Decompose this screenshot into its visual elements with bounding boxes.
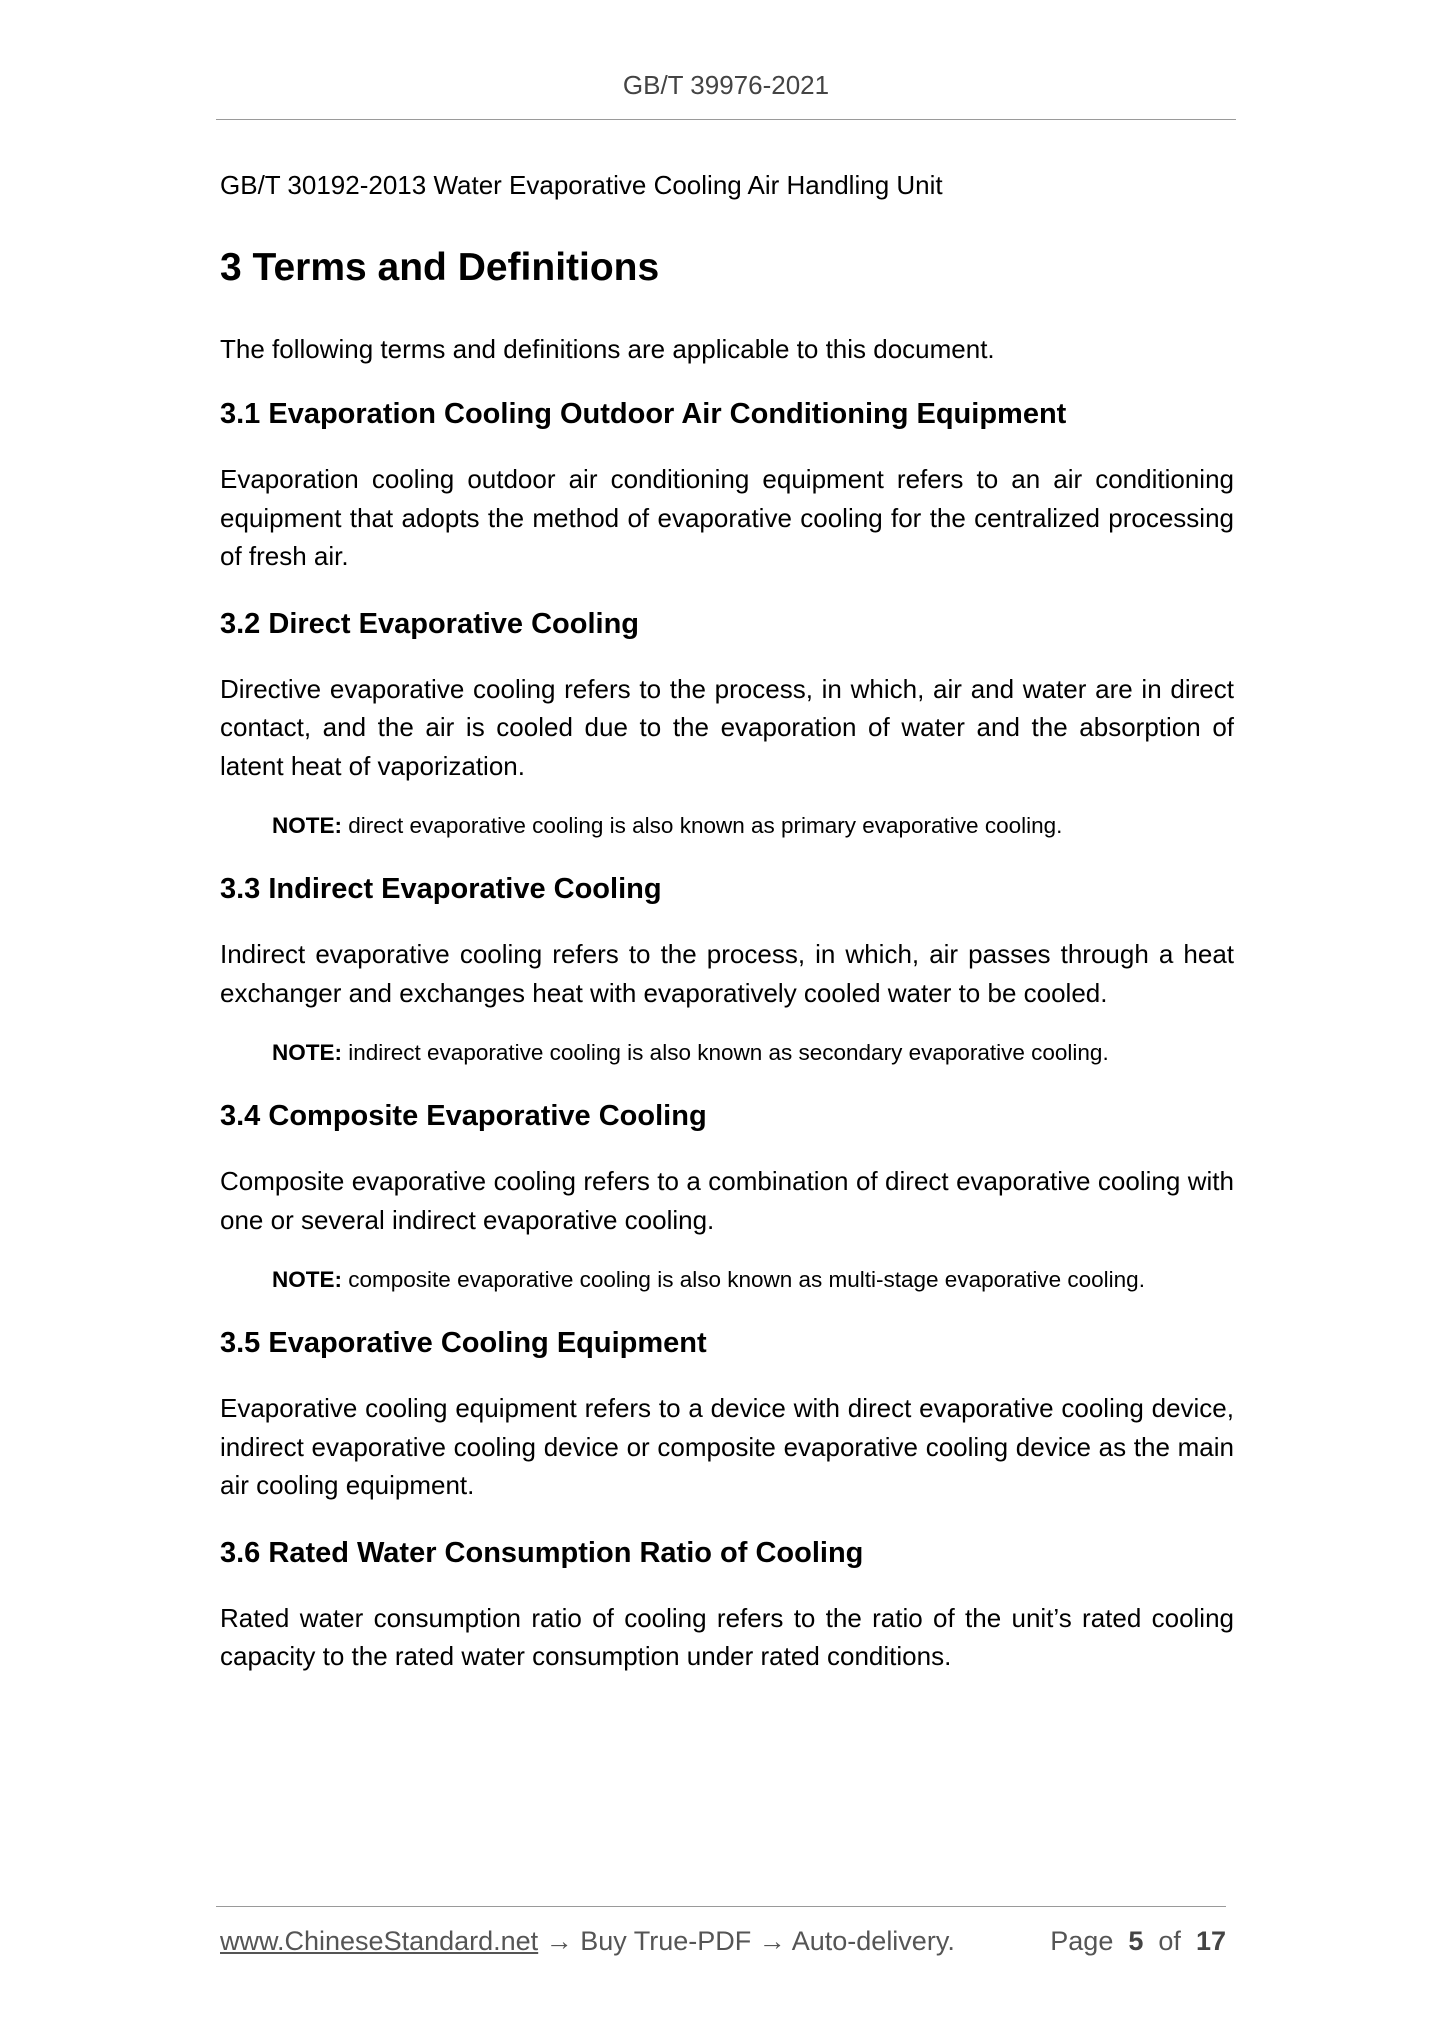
page-total: 17	[1195, 1926, 1226, 1956]
page-current: 5	[1128, 1926, 1144, 1956]
note-text: direct evaporative cooling is also known as primary evaporative cooling.	[348, 813, 1063, 838]
term-definition-3-5: Evaporative cooling equipment refers to a device with direct evaporative cooling device, indirect evaporative cooling device or composite evaporative cooling device as the main air cooling equipment.	[220, 1393, 1234, 1500]
page-label: Page	[1050, 1926, 1114, 1956]
website-link[interactable]: www.ChineseStandard.net	[220, 1926, 539, 1956]
reference-standard-line: GB/T 30192-2013 Water Evaporative Cooling Air Handling Unit	[220, 170, 943, 200]
page-content	[220, 168, 1234, 1676]
term-title-3-5: 3.5 Evaporative Cooling Equipment	[220, 1327, 707, 1359]
footer-promo	[220, 1926, 955, 1957]
term-title-3-4: 3.4 Composite Evaporative Cooling	[220, 1100, 707, 1132]
term-title-3-6: 3.6 Rated Water Consumption Ratio of Cooling	[220, 1536, 864, 1569]
term-definition-3-4: Composite evaporative cooling refers to a combination of direct evaporative cooling with one or several indirect evaporative cooling.	[220, 1166, 1234, 1235]
note-text: indirect evaporative cooling is also known as secondary evaporative cooling.	[348, 1040, 1109, 1065]
term-note-3-3	[272, 1038, 1234, 1068]
running-header: GB/T 39976-2021	[622, 70, 830, 100]
page-number	[1050, 1926, 1226, 1957]
term-note-3-4	[272, 1265, 1234, 1295]
term-definition-3-6: Rated water consumption ratio of cooling refers to the ratio of the unit’s rated cooling capacity to the rated water consumption under rated conditions.	[220, 1602, 1234, 1671]
term-title-3-2: 3.2 Direct Evaporative Cooling	[220, 607, 640, 640]
note-label: NOTE:	[272, 1267, 342, 1292]
term-definition-3-2: Directive evaporative cooling refers to the process, in which, air and water are in direct contact, and the air is cooled due to the evaporation of water and the absorption of latent heat of vaporization.	[220, 673, 1234, 781]
section-title: 3 Terms and Definitions	[220, 246, 660, 289]
footer-divider	[216, 1906, 1226, 1907]
footer-promo-text: → Buy True-PDF → Auto-delivery.	[538, 1926, 955, 1956]
note-text: composite evaporative cooling is also known as multi-stage evaporative cooling.	[348, 1267, 1145, 1292]
term-definition-3-1: Evaporation cooling outdoor air conditioning equipment refers to an air conditioning equipment that adopts the method of evaporative cooling for the centralized processing of fresh air.	[220, 464, 1234, 571]
header-divider	[216, 119, 1236, 120]
page-of-label: of	[1158, 1926, 1181, 1956]
term-title-3-3: 3.3 Indirect Evaporative Cooling	[220, 873, 662, 905]
term-definition-3-3: Indirect evaporative cooling refers to the process, in which, air passes through a heat exchanger and exchanges heat with evaporatively cooled water to be cooled.	[220, 939, 1234, 1008]
note-label: NOTE:	[272, 813, 342, 838]
term-title-3-1: 3.1 Evaporation Cooling Outdoor Air Conditioning Equipment	[220, 398, 1067, 430]
term-note-3-2	[272, 811, 1234, 841]
section-intro: The following terms and definitions are applicable to this document.	[220, 334, 995, 364]
note-label: NOTE:	[272, 1040, 342, 1065]
